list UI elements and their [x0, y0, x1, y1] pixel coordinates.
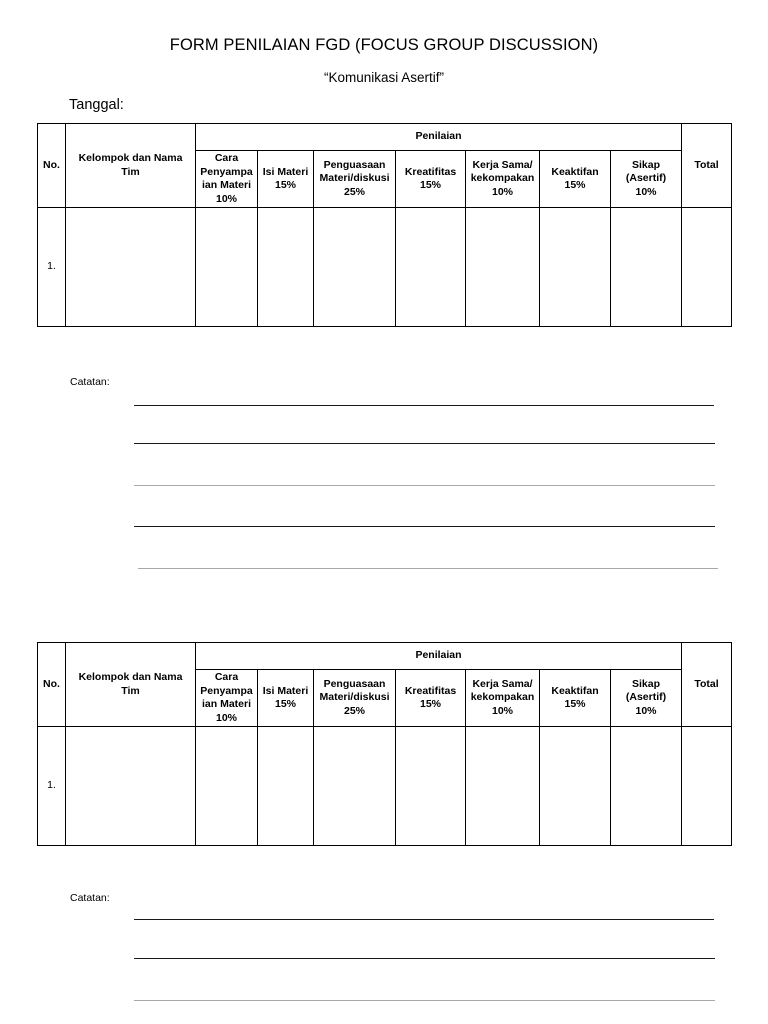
group-header: Kelompok dan Nama Tim: [66, 643, 196, 727]
criterion-sikap: Sikap (Asertif) 10%: [611, 670, 682, 727]
score-cell[interactable]: [196, 208, 258, 327]
assessment-table-2: [37, 642, 732, 846]
criterion-sikap: Sikap (Asertif) 10%: [611, 151, 682, 208]
note-line[interactable]: [138, 568, 718, 569]
criterion-keaktifan: Keaktifan 15%: [540, 670, 611, 727]
penilaian-header: Penilaian: [196, 124, 682, 151]
score-cell[interactable]: [396, 727, 466, 846]
note-line[interactable]: [134, 1000, 715, 1001]
score-cell[interactable]: [611, 208, 682, 327]
date-label: Tanggal:: [69, 97, 124, 113]
criterion-kreatifitas: Kreatifitas 15%: [396, 670, 466, 727]
no-header: No.: [38, 124, 66, 208]
note-line[interactable]: [134, 958, 715, 959]
score-cell[interactable]: [540, 727, 611, 846]
score-cell[interactable]: [466, 208, 540, 327]
score-cell[interactable]: [396, 208, 466, 327]
no-header: No.: [38, 643, 66, 727]
total-header: Total: [682, 124, 732, 208]
note-line[interactable]: [134, 526, 715, 527]
notes-label: Catatan:: [70, 892, 110, 904]
note-line[interactable]: [134, 919, 714, 920]
criterion-isi-materi: Isi Materi 15%: [258, 151, 314, 208]
group-header: Kelompok dan Nama Tim: [66, 124, 196, 208]
note-line[interactable]: [134, 485, 715, 486]
notes-label: Catatan:: [70, 376, 110, 388]
criterion-cara-penyampaian: Cara Penyampa ian Materi 10%: [196, 670, 258, 727]
table-row: [38, 727, 732, 846]
penilaian-header: Penilaian: [196, 643, 682, 670]
note-line[interactable]: [134, 443, 715, 444]
total-header: Total: [682, 643, 732, 727]
criterion-cara-penyampaian: Cara Penyampa ian Materi 10%: [196, 151, 258, 208]
group-name-cell[interactable]: [66, 208, 196, 327]
criterion-isi-materi: Isi Materi 15%: [258, 670, 314, 727]
form-subtitle: “Komunikasi Asertif”: [323, 70, 445, 85]
total-cell[interactable]: [682, 208, 732, 327]
criterion-kerja-sama: Kerja Sama/ kekompakan 10%: [466, 670, 540, 727]
note-line[interactable]: [134, 405, 714, 406]
score-cell[interactable]: [611, 727, 682, 846]
score-cell[interactable]: [258, 727, 314, 846]
criterion-keaktifan: Keaktifan 15%: [540, 151, 611, 208]
score-cell[interactable]: [314, 727, 396, 846]
form-title: FORM PENILAIAN FGD (FOCUS GROUP DISCUSSION): [169, 36, 599, 54]
score-cell[interactable]: [466, 727, 540, 846]
criterion-penguasaan-materi: Penguasaan Materi/diskusi 25%: [314, 151, 396, 208]
row-number: 1.: [38, 208, 66, 327]
assessment-table-1: [37, 123, 732, 327]
group-name-cell[interactable]: [66, 727, 196, 846]
score-cell[interactable]: [314, 208, 396, 327]
criterion-penguasaan-materi: Penguasaan Materi/diskusi 25%: [314, 670, 396, 727]
score-cell[interactable]: [258, 208, 314, 327]
criterion-kerja-sama: Kerja Sama/ kekompakan 10%: [466, 151, 540, 208]
score-cell[interactable]: [196, 727, 258, 846]
score-cell[interactable]: [540, 208, 611, 327]
row-number: 1.: [38, 727, 66, 846]
criterion-kreatifitas: Kreatifitas 15%: [396, 151, 466, 208]
table-row: [38, 208, 732, 327]
total-cell[interactable]: [682, 727, 732, 846]
